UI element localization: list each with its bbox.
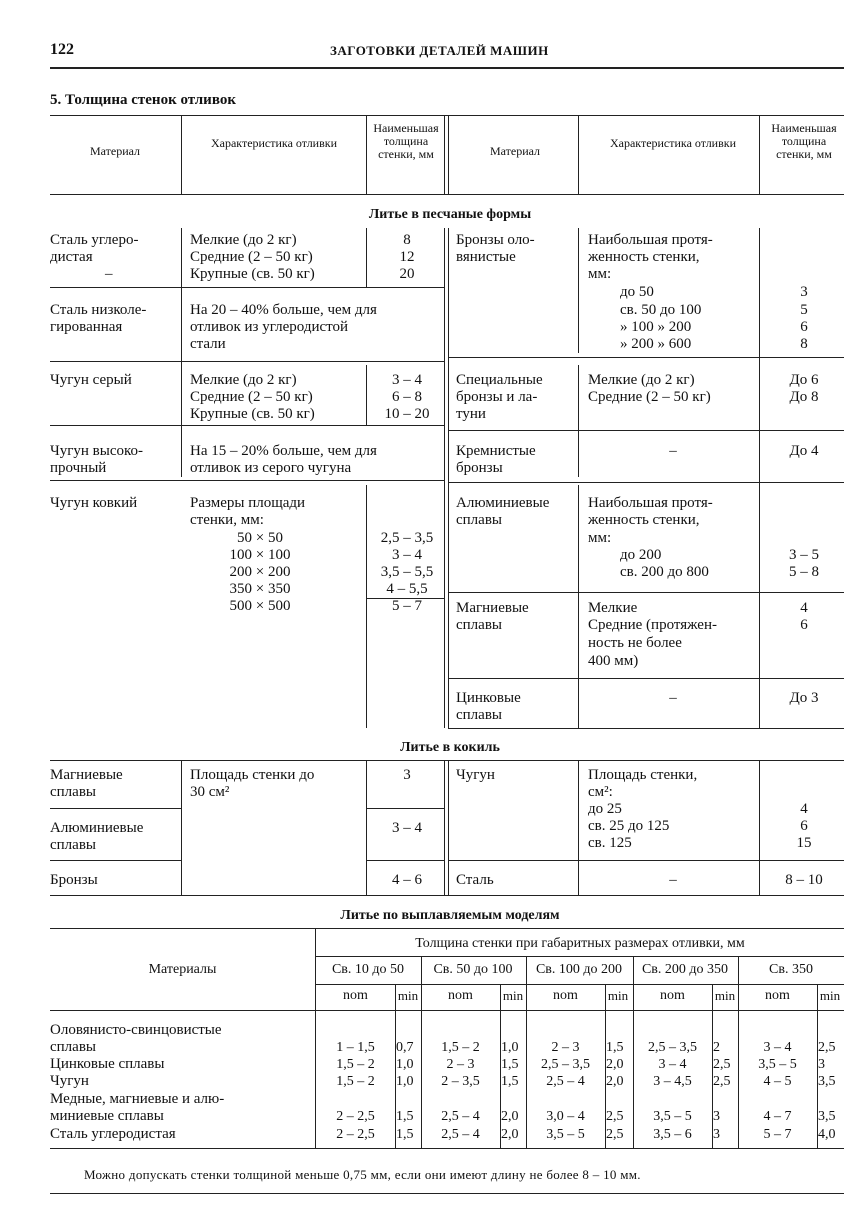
wall-size: 100 × 100 [229,547,291,563]
thickness-value: 8 [800,336,808,352]
column-header-wall-thickness: Толщина стенки при габаритных размерах отливки, мм [415,936,745,951]
rule-horizontal [50,860,181,861]
length-range: » 200 » 600 [620,336,692,352]
characteristic-text: Мелкие (до 2 кг) [190,232,297,248]
thickness-value: 3 [800,284,808,300]
nom-thickness-cell: 2 – 3 [551,1040,580,1055]
thickness-value: 3 – 4 [392,372,422,388]
thickness-value: 5 – 8 [789,564,819,580]
min-thickness-cell: 3,5 [818,1074,836,1089]
material-name: Чугун серый [50,372,132,388]
material-name: – [105,266,113,282]
material-name: Сталь [456,872,494,888]
material-name: Специальные [456,372,543,388]
material-name: Сталь низколе- [50,302,147,318]
characteristic-text: На 15 – 20% больше, чем для [190,443,377,459]
nom-thickness-cell: 2 – 3,5 [441,1074,480,1089]
min-header: min [502,988,524,1003]
nom-thickness-cell: 3,5 – 5 [758,1057,797,1072]
rule-horizontal [448,482,844,483]
nom-thickness-cell: 4 – 5 [763,1074,792,1089]
material-name: Цинковые [456,690,521,706]
column-header-characteristic: Характеристика отливки [210,136,338,150]
rule-vertical [759,228,760,728]
rule-horizontal [316,956,844,957]
size-range-header: Св. 200 до 350 [641,962,729,977]
material-name: Чугун ковкий [50,495,138,511]
material-name: Магниевые [50,767,123,783]
section-title-sand-casting: Литье в песчаные формы [368,207,532,222]
material-name: вянистые [456,249,516,265]
rule-vertical [578,365,579,477]
column-header-min-thickness: Наименьшая толщина стенки, мм [771,121,837,161]
rule-vertical [181,228,182,477]
rule-horizontal [448,728,844,729]
thickness-value: 4 – 5,5 [386,581,428,597]
section-title-investment-casting: Литье по выплавляемым моделям [340,908,560,923]
running-title: ЗАГОТОВКИ ДЕТАЛЕЙ МАШИН [330,43,549,58]
characteristic-text: Наибольшая протя- [588,232,713,248]
characteristic-text: – [669,443,677,459]
table-top-rule [50,115,844,116]
wall-size: 50 × 50 [237,530,283,546]
min-thickness-cell: 1,0 [501,1040,519,1055]
size-range-header: Св. 10 до 50 [331,962,405,977]
nom-thickness-cell: 4 – 7 [763,1109,792,1124]
nom-thickness-cell: 3,5 – 6 [653,1127,692,1142]
material-name: гированная [50,319,123,335]
size-range-header: Св. 100 до 200 [535,962,623,977]
characteristic-text: Мелкие [588,600,638,616]
rule-vertical [578,115,579,194]
rule-horizontal [50,425,444,426]
material-name: Бронзы оло- [456,232,535,248]
footnote-rule [50,1193,844,1194]
rule-vertical [578,485,579,728]
rule-horizontal [50,1010,844,1011]
wall-size: 350 × 350 [229,581,291,597]
header-rule [50,67,844,69]
nom-thickness-cell: 1,5 – 2 [441,1040,480,1055]
nom-thickness-cell: 3 – 4 [658,1057,687,1072]
thickness-value: 12 [399,249,415,265]
thickness-value: 4 [800,801,808,817]
nom-thickness-cell: 3 – 4,5 [653,1074,692,1089]
min-header: min [714,988,736,1003]
min-thickness-cell: 3 [713,1109,720,1124]
rule-vertical [181,760,182,895]
rule-vertical [448,228,449,728]
material-name: бронзы [456,460,503,476]
wall-size: 500 × 500 [229,598,291,614]
material-name: Сталь углеродистая [50,1126,176,1142]
rule-vertical [181,115,182,194]
min-thickness-cell: 2,5 [713,1057,731,1072]
material-name: сплавы [456,617,502,633]
thickness-value: 8 [403,232,411,248]
rule-vertical [578,228,579,353]
size-range-header: Св. 350 [769,962,813,977]
characteristic-text: стали [190,336,226,352]
size-range-header: Св. 50 до 100 [433,962,513,977]
nom-thickness-cell: 3,0 – 4 [546,1109,585,1124]
min-thickness-cell: 3 [713,1127,720,1142]
table-title: 5. Толщина стенок отливок [50,92,236,108]
characteristic-text: Средние (2 – 50 кг) [588,389,711,405]
min-thickness-cell: 3,5 [818,1109,836,1124]
min-thickness-cell: 0,7 [396,1040,414,1055]
thickness-value: 5 [800,302,808,318]
min-thickness-cell: 1,5 [606,1040,624,1055]
min-thickness-cell: 2,0 [606,1074,624,1089]
material-name: Чугун высоко- [50,443,144,459]
nom-thickness-cell: 2,5 – 4 [441,1127,480,1142]
material-name: Цинковые сплавы [50,1056,165,1072]
nom-thickness-cell: 1,5 – 2 [336,1057,375,1072]
rule-horizontal [50,760,844,761]
rule-horizontal [448,430,844,431]
table-bottom-rule [50,1148,844,1149]
material-name: Кремнистые [456,443,536,459]
rule-horizontal [50,928,844,929]
thickness-value: 4 – 6 [392,872,422,888]
thickness-value: До 3 [789,690,819,706]
min-thickness-cell: 1,0 [396,1074,414,1089]
material-name: Магниевые [456,600,529,616]
nom-thickness-cell: 3 – 4 [763,1040,792,1055]
rule-horizontal [448,592,844,593]
nom-thickness-cell: 5 – 7 [763,1127,792,1142]
thickness-value: 3 – 4 [392,547,422,563]
rule-horizontal [50,895,844,896]
characteristic-text: ность не более [588,635,682,651]
material-name: Алюминиевые [456,495,550,511]
thickness-value: 8 – 10 [785,872,823,888]
characteristic-text: стенки, мм: [190,512,264,528]
column-header-material: Материал [489,144,541,158]
characteristic-text: На 20 – 40% больше, чем для [190,302,377,318]
min-thickness-cell: 1,5 [501,1074,519,1089]
thickness-value: 15 [796,835,812,851]
characteristic-text: Мелкие (до 2 кг) [190,372,297,388]
section-title-chill-mould: Литье в кокиль [400,740,500,755]
min-thickness-cell: 1,5 [396,1127,414,1142]
material-name: сплавы [50,837,96,853]
thickness-value: До 8 [789,389,819,405]
nom-thickness-cell: 2 – 2,5 [336,1127,375,1142]
thickness-value: 3 [403,767,411,783]
nom-thickness-cell: 2,5 – 3,5 [541,1057,590,1072]
rule-horizontal [366,808,444,809]
min-thickness-cell: 2,5 [606,1109,624,1124]
material-name: сплавы [456,707,502,723]
nom-header: nom [660,988,685,1003]
column-header-material: Материал [89,144,141,158]
nom-thickness-cell: 2 – 2,5 [336,1109,375,1124]
material-name: Сталь углеро- [50,232,139,248]
nom-thickness-cell: 2,5 – 3,5 [648,1040,697,1055]
rule-horizontal [448,860,844,861]
nom-header: nom [448,988,473,1003]
thickness-value: 5 – 7 [392,598,422,614]
characteristic-text: мм: [588,530,612,546]
min-thickness-cell: 2,0 [501,1127,519,1142]
material-name: сплавы [456,512,502,528]
min-thickness-cell: 1,0 [396,1057,414,1072]
min-thickness-cell: 2,5 [713,1074,731,1089]
rule-vertical [578,760,579,895]
characteristic-text: – [669,872,677,888]
nom-thickness-cell: 1 – 1,5 [336,1040,375,1055]
footnote: Можно допускать стенки толщиной меньше 0,75 мм, если они имеют длину не более 8 – 10 мм. [84,1167,641,1182]
thickness-value: 6 [800,617,808,633]
characteristic-text: – [669,690,677,706]
length-range: св. 200 до 800 [620,564,709,580]
column-header-characteristic: Характеристика отливки [609,136,737,150]
material-name: Чугун [50,1073,89,1089]
rule-vertical [759,760,760,895]
area-range: св. 125 [588,835,632,851]
thickness-value: До 4 [789,443,819,459]
characteristic-text: Площадь стенки до [190,767,315,783]
thickness-value: 3 – 4 [392,820,422,836]
thickness-value: До 6 [789,372,819,388]
length-range: св. 50 до 100 [620,302,702,318]
material-name: Чугун [456,767,495,783]
nom-thickness-cell: 1,5 – 2 [336,1074,375,1089]
nom-thickness-cell: 2,5 – 4 [546,1074,585,1089]
thickness-value: 10 – 20 [384,406,430,422]
characteristic-text: женность стенки, [588,512,700,528]
characteristic-text: женность стенки, [588,249,700,265]
characteristic-text: Крупные (св. 50 кг) [190,266,315,282]
min-header: min [819,988,841,1003]
rule-horizontal [448,357,844,358]
thickness-value: 6 [800,319,808,335]
thickness-value: 3 – 5 [789,547,819,563]
min-header: min [397,988,419,1003]
length-range: » 100 » 200 [620,319,692,335]
material-name: сплавы [50,1039,96,1055]
material-name: Оловянисто-свинцовистые [50,1022,222,1038]
characteristic-text: отливок из углеродистой [190,319,349,335]
material-name: туни [456,406,486,422]
material-name: сплавы [50,784,96,800]
rule-vertical [759,115,760,194]
nom-thickness-cell: 2,5 – 4 [441,1109,480,1124]
min-thickness-cell: 1,5 [501,1057,519,1072]
nom-thickness-cell: 3,5 – 5 [653,1109,692,1124]
min-thickness-cell: 2,0 [606,1057,624,1072]
nom-header: nom [553,988,578,1003]
min-thickness-cell: 3 [818,1057,825,1072]
material-name: Медные, магниевые и алю- [50,1091,225,1107]
min-thickness-cell: 2 [713,1040,720,1055]
characteristic-text: Средние (протяжен- [588,617,717,633]
length-range: до 200 [620,547,662,563]
min-thickness-cell: 4,0 [818,1127,836,1142]
rule-horizontal [50,480,444,481]
material-name: прочный [50,460,107,476]
thickness-value: 6 [800,818,808,834]
rule-horizontal [448,678,844,679]
material-name: миниевые сплавы [50,1108,164,1124]
min-header: min [607,988,629,1003]
characteristic-text: Мелкие (до 2 кг) [588,372,695,388]
characteristic-text: Крупные (св. 50 кг) [190,406,315,422]
column-header-materials: Материалы [148,962,217,977]
rule-horizontal [366,860,444,861]
area-range: св. 25 до 125 [588,818,670,834]
rule-vertical [444,228,445,728]
min-thickness-cell: 2,0 [501,1109,519,1124]
characteristic-text: Средние (2 – 50 кг) [190,389,313,405]
nom-thickness-cell: 3,5 – 5 [546,1127,585,1142]
page-number: 122 [50,41,74,58]
nom-thickness-cell: 2 – 3 [446,1057,475,1072]
rule-horizontal [50,361,444,362]
material-name: Алюминиевые [50,820,144,836]
characteristic-text: Площадь стенки, [588,767,698,783]
thickness-value: 4 [800,600,808,616]
material-name: дистая [50,249,93,265]
characteristic-text: отливок из серого чугуна [190,460,352,476]
characteristic-text: Средние (2 – 50 кг) [190,249,313,265]
characteristic-text: 400 мм) [588,653,639,669]
area-range: до 25 [588,801,622,817]
rule-horizontal [50,808,181,809]
thickness-value: 2,5 – 3,5 [380,530,434,546]
length-range: до 50 [620,284,654,300]
min-thickness-cell: 2,5 [606,1127,624,1142]
characteristic-text: см²: [588,784,613,800]
material-name: Бронзы [50,872,98,888]
thickness-value: 20 [399,266,415,282]
characteristic-text: мм: [588,266,612,282]
rule-horizontal [181,287,444,288]
characteristic-text: 30 см² [190,784,230,800]
characteristic-text: Размеры площади [190,495,306,511]
min-thickness-cell: 2,5 [818,1040,836,1055]
nom-header: nom [343,988,368,1003]
wall-size: 200 × 200 [229,564,291,580]
characteristic-text: Наибольшая протя- [588,495,713,511]
thickness-value: 6 – 8 [392,389,422,405]
material-name: бронзы и ла- [456,389,538,405]
nom-header: nom [765,988,790,1003]
thickness-value: 3,5 – 5,5 [380,564,434,580]
header-bottom-rule [50,194,844,195]
rule-vertical [448,115,449,194]
rule-vertical [448,760,449,895]
column-header-min-thickness: Наименьшая толщина стенки, мм [373,121,439,161]
min-thickness-cell: 1,5 [396,1109,414,1124]
